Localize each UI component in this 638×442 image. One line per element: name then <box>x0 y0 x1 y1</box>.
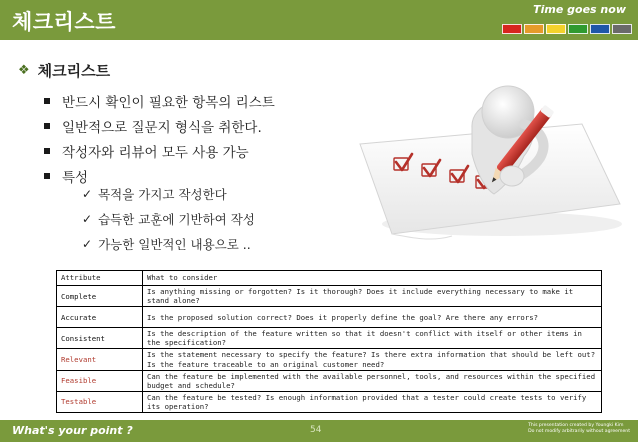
sub-bullet-text: 가능한 일반적인 내용으로 .. <box>98 236 251 252</box>
footer-note-line: This presentation created by Youngki Kim <box>528 423 624 428</box>
color-swatches <box>502 24 632 34</box>
list-item <box>82 206 255 231</box>
list-item <box>82 231 255 256</box>
table-row <box>57 328 602 349</box>
list-item <box>82 181 255 206</box>
header-attribute: Attribute <box>57 271 143 286</box>
attribute-cell: Consistent <box>57 328 143 349</box>
square-bullet-icon <box>44 123 50 129</box>
attribute-cell: Relevant <box>57 349 143 370</box>
attribute-cell: Testable <box>57 391 143 412</box>
swatch-orange <box>524 24 544 34</box>
swatch-yellow <box>546 24 566 34</box>
footer-bar <box>0 420 638 442</box>
attribute-cell: Complete <box>57 286 143 307</box>
footer-note <box>528 423 630 435</box>
table-row <box>57 349 602 370</box>
heading-bullet <box>18 60 110 81</box>
list-item <box>44 113 275 138</box>
checklist-clipart <box>352 84 626 244</box>
sub-bullet-text: 습득한 교훈에 기반하여 작성 <box>98 211 255 227</box>
diamond-bullet-icon: ❖ <box>18 63 30 78</box>
square-bullet-icon <box>44 148 50 154</box>
swatch-gray <box>612 24 632 34</box>
sub-bullet-list <box>82 181 255 256</box>
table-row <box>57 370 602 391</box>
heading-text: 체크리스트 <box>37 62 111 80</box>
footer-slogan: What's your point ? <box>12 424 133 437</box>
list-item <box>44 88 275 113</box>
footer-note-line: Do not modify arbitrarily without agreement <box>528 429 630 435</box>
check-bullet-icon: ✓ <box>82 186 93 201</box>
page-number: 54 <box>310 425 322 435</box>
attribute-cell: Accurate <box>57 307 143 328</box>
consider-cell: Can the feature be tested? Is enough information provided that a tester could create tests to verify its operation? <box>143 391 602 412</box>
swatch-blue <box>590 24 610 34</box>
table-row <box>57 286 602 307</box>
header-bar <box>0 0 638 40</box>
slide-title: 체크리스트 <box>12 10 116 34</box>
sub-bullet-text: 목적을 가지고 작성한다 <box>98 186 227 202</box>
check-bullet-icon: ✓ <box>82 211 93 226</box>
table-row <box>57 307 602 328</box>
attribute-table <box>56 270 602 413</box>
square-bullet-icon <box>44 98 50 104</box>
consider-cell: Is anything missing or forgotten? Is it thorough? Does it include everything necessary to make it stand alone? <box>143 286 602 307</box>
consider-cell: Can the feature be implemented with the available personnel, tools, and resources within the specified budget and schedule? <box>143 370 602 391</box>
consider-cell: Is the proposed solution correct? Does it properly define the goal? Are there any errors? <box>143 307 602 328</box>
list-item <box>44 138 275 163</box>
swatch-red <box>502 24 522 34</box>
bullet-text: 반드시 확인이 필요한 항목의 리스트 <box>62 94 275 111</box>
bullet-text: 특성 <box>62 169 89 186</box>
check-bullet-icon: ✓ <box>82 236 93 251</box>
consider-cell: Is the statement necessary to specify the feature? Is there extra information that should be left out? Is the feature traceable to an original customer need? <box>143 349 602 370</box>
square-bullet-icon <box>44 173 50 179</box>
bullet-text: 일반적으로 질문지 형식을 취한다. <box>62 119 262 136</box>
bullet-list <box>44 88 275 188</box>
table-header-row <box>57 271 602 286</box>
bullet-text: 작성자와 리뷰어 모두 사용 가능 <box>62 144 249 161</box>
header-consider: What to consider <box>143 271 602 286</box>
tagline: Time goes now <box>533 3 626 16</box>
swatch-green <box>568 24 588 34</box>
attribute-cell: Feasible <box>57 370 143 391</box>
table-row <box>57 391 602 412</box>
consider-cell: Is the description of the feature written so that it doesn't conflict with itself or other items in the specification? <box>143 328 602 349</box>
